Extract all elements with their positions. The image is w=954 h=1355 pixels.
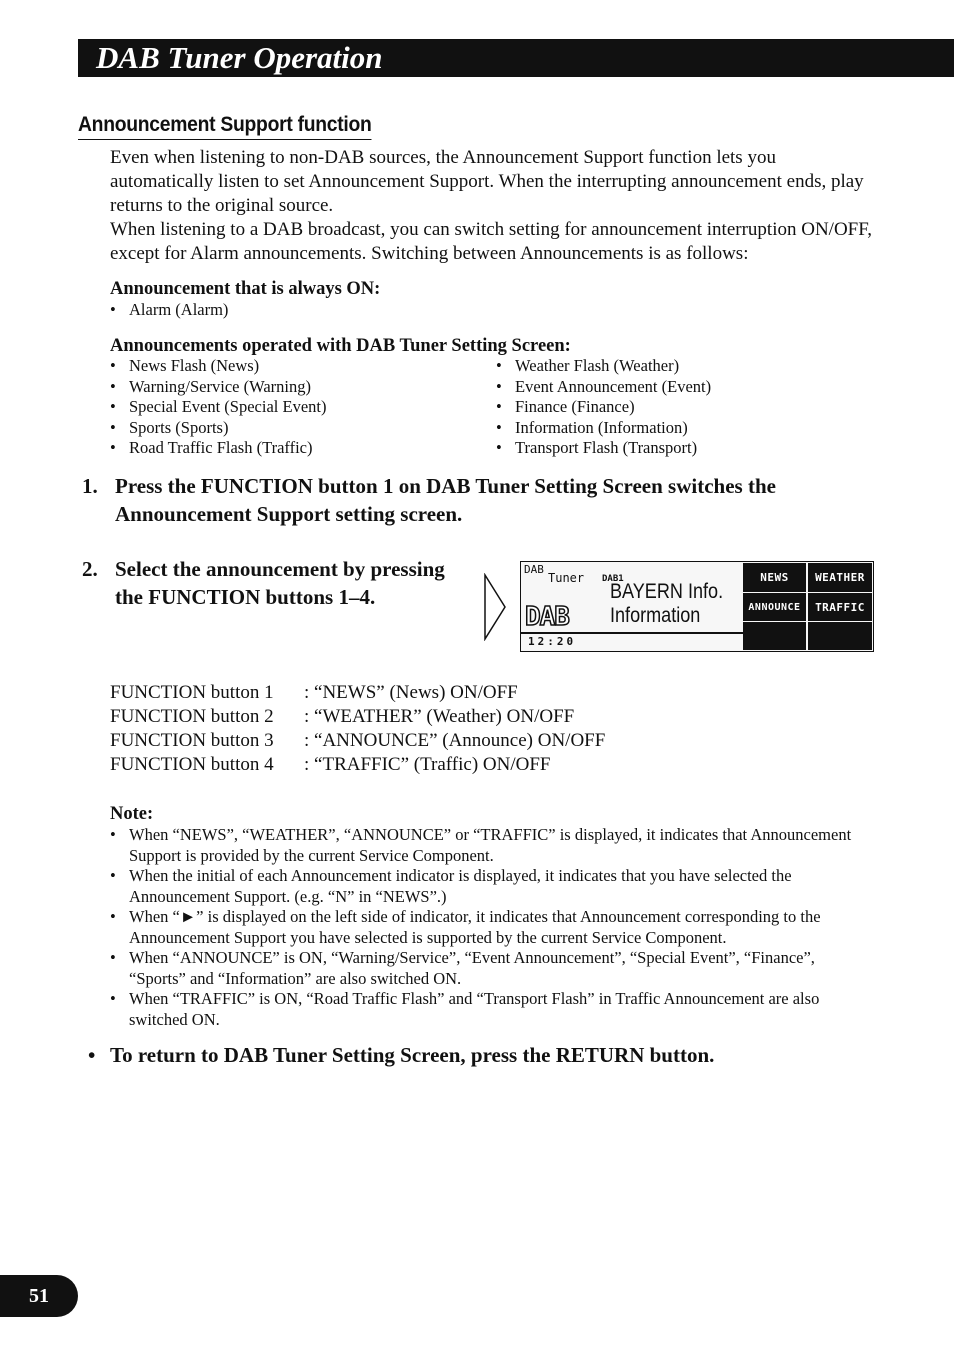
list-item: • Alarm (Alarm) [110,300,228,321]
return-instruction [88,1042,888,1070]
list-item: • Road Traffic Flash (Traffic) [110,438,480,459]
note-heading: Note: [110,804,154,824]
function-row [110,729,605,753]
screen-station-name: BAYERN Info. [610,580,724,603]
list-item: • Warning/Service (Warning) [110,377,480,398]
screen-button-traffic[interactable]: TRAFFIC [808,593,872,621]
step-text: Select the announcement by pressing the FUNCTION buttons 1–4. [115,557,445,609]
function-key: FUNCTION button 3 [110,730,274,751]
function-row [110,753,605,777]
function-key: FUNCTION button 4 [110,754,274,775]
list-item: • Sports (Sports) [110,418,480,439]
note-item: • When “TRAFFIC” is ON, “Road Traffic Flash” and “Transport Flash” in Traffic Announcement are also switched ON. [110,989,870,1030]
screen-button-news[interactable]: NEWS [743,563,806,592]
list-item: • Transport Flash (Transport) [496,438,866,459]
list-item: • News Flash (News) [110,356,480,377]
always-on-list [110,300,228,321]
function-value: : “TRAFFIC” (Traffic) ON/OFF [304,754,551,775]
step-1 [82,473,862,528]
screen-divider [521,632,743,634]
bullet-icon: • [88,1043,96,1067]
screen-tuner-label: Tuner [548,571,585,585]
function-value: : “WEATHER” (Weather) ON/OFF [304,706,575,727]
screen-button-blank-6[interactable] [808,622,872,650]
operated-list-right [496,356,866,459]
intro-paragraph-2: When listening to a DAB broadcast, you can switch setting for announcement interruption ON/OFF, except for Alarm announcements. Switching between Announcements is as follows: [110,219,873,264]
screen-button-blank-5[interactable] [743,622,806,650]
page-title-bar [78,39,954,77]
dab-tuner-screen-illustration [520,561,874,652]
note-item: • When the initial of each Announcement indicator is displayed, it indicates that you have selected the Announcement Support. (e.g. “N” in “NEWS”.) [110,866,870,907]
step-text: Press the FUNCTION button 1 on DAB Tuner Setting Screen switches the Announcement Support setting screen. [115,474,776,526]
operated-heading: Announcements operated with DAB Tuner Setting Screen: [110,336,571,356]
screen-service-name: Information [610,604,701,627]
intro-text [110,146,880,266]
note-item: • When “NEWS”, “WEATHER”, “ANNOUNCE” or “TRAFFIC” is displayed, it indicates that Announcement Support is provided by the current Service Component. [110,825,870,866]
screen-clock: 12:20 [528,635,577,648]
note-list [110,825,870,1030]
step-number: 2. [82,557,98,581]
operated-list-left [110,356,480,459]
pointer-arrow-icon [483,573,507,641]
list-item: • Special Event (Special Event) [110,397,480,418]
intro-paragraph-1: Even when listening to non-DAB sources, the Announcement Support function lets you automatically listen to set Announcement Support. When the interrupting announcement ends, play returns to the original source. [110,147,864,216]
list-item: • Information (Information) [496,418,866,439]
return-text: To return to DAB Tuner Setting Screen, press the RETURN button. [110,1043,715,1067]
function-button-table [110,681,605,777]
section-heading: Announcement Support function [78,112,372,140]
page-title: DAB Tuner Operation [96,40,383,75]
note-item: • When “ANNOUNCE” is ON, “Warning/Service”, “Event Announcement”, “Special Event”, “Finance”, “Sports” and “Information” are also switched ON. [110,948,870,989]
list-item: • Weather Flash (Weather) [496,356,866,377]
screen-button-weather[interactable]: WEATHER [808,563,872,592]
dab-logo: DAB [525,602,569,632]
function-key: FUNCTION button 2 [110,706,274,727]
function-key: FUNCTION button 1 [110,682,274,703]
list-item: • Event Announcement (Event) [496,377,866,398]
step-2 [82,556,452,611]
page-number: 51 [0,1275,78,1317]
list-item: • Finance (Finance) [496,397,866,418]
note-item: • When “►” is displayed on the left side of indicator, it indicates that Announcement corresponding to the Announcement Support you have selected is supported by the current Service Component. [110,907,870,948]
function-value: : “ANNOUNCE” (Announce) ON/OFF [304,730,606,751]
screen-dab-label: DAB [524,563,544,576]
function-row [110,681,605,705]
step-number: 1. [82,474,98,498]
function-row [110,705,605,729]
always-on-heading: Announcement that is always ON: [110,279,381,299]
screen-band-label: DAB1 [602,574,624,584]
screen-button-announce[interactable]: ANNOUNCE [743,593,806,621]
function-value: : “NEWS” (News) ON/OFF [304,682,518,703]
